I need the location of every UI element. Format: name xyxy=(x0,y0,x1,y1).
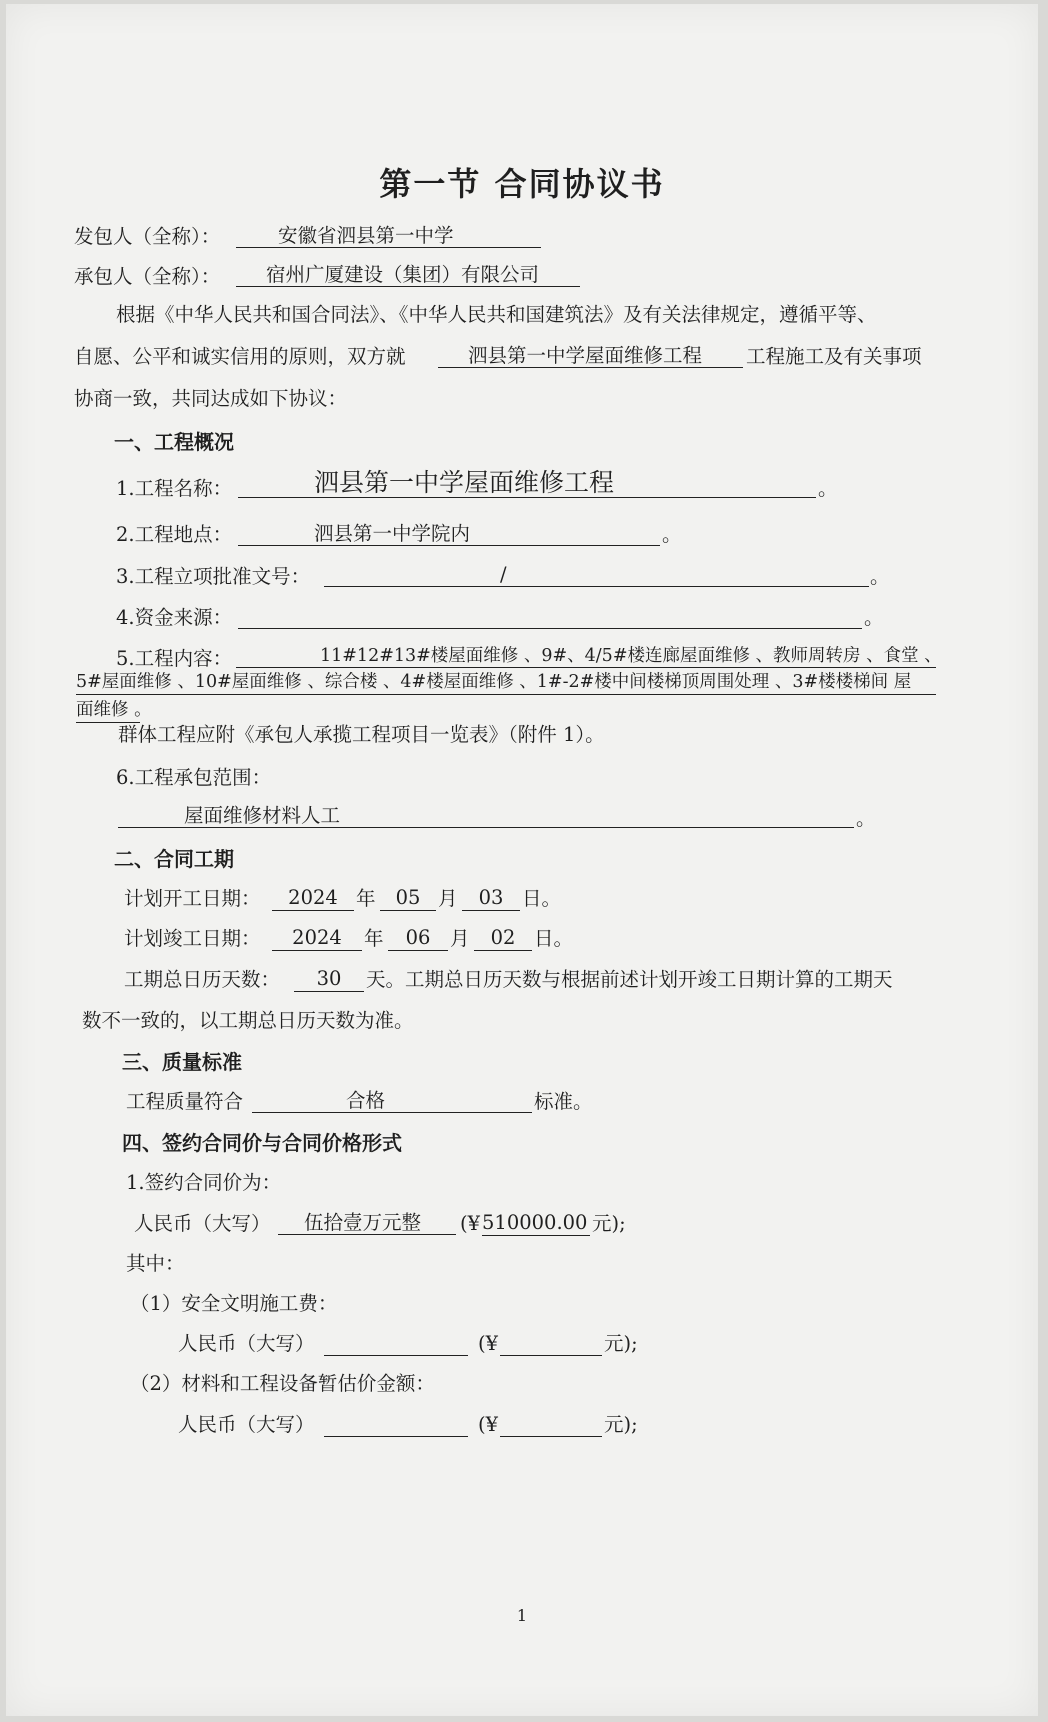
rmb-open: (¥ xyxy=(460,1212,481,1235)
project-location-value: 泗县第一中学院内 xyxy=(238,522,660,546)
contractor-value: 宿州广厦建设（集团）有限公司 xyxy=(236,263,580,287)
period-mark: 。 xyxy=(864,606,884,629)
day-unit: 日。 xyxy=(534,927,574,950)
intro-line-2-pre: 自愿、公平和诚实信用的原则，双方就 xyxy=(74,345,406,368)
safety-rmb-label: 人民币（大写） xyxy=(178,1332,315,1355)
total-days-label: 工期总日历天数： xyxy=(124,968,281,991)
among-label: 其中： xyxy=(126,1252,185,1275)
start-year: 2024 xyxy=(272,886,354,911)
period-mark: 。 xyxy=(856,807,876,830)
total-days-value: 30 xyxy=(294,967,364,992)
intro-line-1: 根据《中华人民共和国合同法》、《中华人民共和国建筑法》及有关法律规定，遵循平等、 xyxy=(116,303,877,326)
scope-value: 屋面维修材料人工 xyxy=(118,804,854,828)
safety-close: 元); xyxy=(604,1332,638,1355)
project-name-label: 1.工程名称： xyxy=(116,477,233,500)
rmb-label: 人民币（大写） xyxy=(134,1212,271,1235)
group-note: 群体工程应附《承包人承揽工程项目一览表》（附件 1）。 xyxy=(118,723,605,746)
contractor-label: 承包人（全称）： xyxy=(74,265,221,288)
employer-value: 安徽省泗县第一中学 xyxy=(236,224,541,248)
safety-open: (¥ xyxy=(478,1332,499,1355)
safety-amount xyxy=(500,1331,602,1356)
page-title: 第一节 合同协议书 xyxy=(379,165,665,203)
total-days-text-2: 数不一致的，以工期总日历天数为准。 xyxy=(82,1009,414,1032)
period-mark: 。 xyxy=(662,523,682,546)
period-mark: 。 xyxy=(870,565,890,588)
month-unit: 月 xyxy=(450,927,470,950)
month-unit: 月 xyxy=(438,887,458,910)
funding-value xyxy=(238,604,862,629)
content-label: 5.工程内容： xyxy=(116,647,233,670)
start-month: 05 xyxy=(380,886,436,911)
quality-value: 合格 xyxy=(252,1089,532,1113)
section-2-heading: 二、合同工期 xyxy=(114,847,234,871)
material-label: （2）材料和工程设备暂估价金额： xyxy=(130,1372,435,1395)
end-year: 2024 xyxy=(272,926,362,951)
scope-label: 6.工程承包范围： xyxy=(116,766,272,789)
intro-project-fill: 泗县第一中学屋面维修工程 xyxy=(438,344,743,368)
quality-post: 标准。 xyxy=(534,1090,593,1113)
material-close: 元); xyxy=(604,1413,638,1436)
material-rmb-label: 人民币（大写） xyxy=(178,1413,315,1436)
contract-price-label: 1.签约合同价为： xyxy=(126,1171,282,1194)
period-mark: 。 xyxy=(818,477,838,500)
material-open: (¥ xyxy=(478,1413,499,1436)
content-line-2: 5#屋面维修 、10#屋面维修 、综合楼 、4#楼屋面维修 、1#-2#楼中间楼梯顶周围处理 、3#楼楼梯间 屋 xyxy=(76,670,936,695)
end-date-label: 计划竣工日期： xyxy=(124,927,261,950)
section-3-heading: 三、质量标准 xyxy=(122,1050,242,1074)
rmb-words: 伍拾壹万元整 xyxy=(278,1211,456,1235)
end-day: 02 xyxy=(474,926,532,951)
project-name-value: 泗县第一中学屋面维修工程 xyxy=(238,468,816,498)
safety-fee-label: （1）安全文明施工费： xyxy=(130,1292,338,1315)
approval-value: / xyxy=(324,563,869,587)
day-unit: 日。 xyxy=(522,887,562,910)
year-unit: 年 xyxy=(364,927,384,950)
employer-label: 发包人（全称）： xyxy=(74,225,221,248)
section-4-heading: 四、签约合同价与合同价格形式 xyxy=(122,1131,402,1155)
material-rmb-words xyxy=(324,1412,468,1437)
page-number: 1 xyxy=(516,1606,528,1625)
year-unit: 年 xyxy=(356,887,376,910)
material-amount xyxy=(500,1412,602,1437)
start-date-label: 计划开工日期： xyxy=(124,887,261,910)
section-1-heading: 一、工程概况 xyxy=(114,430,234,454)
content-line-1: 11#12#13#楼屋面维修 、9#、4/5#楼连廊屋面维修 、教师周转房 、食堂 、 xyxy=(236,644,936,668)
content-line-3: 面维修 。 xyxy=(76,698,140,723)
total-days-text: 天。工期总日历天数与根据前述计划开竣工日期计算的工期天 xyxy=(366,968,893,991)
end-month: 06 xyxy=(388,926,448,951)
quality-pre: 工程质量符合 xyxy=(126,1090,244,1113)
safety-rmb-words xyxy=(324,1331,468,1356)
intro-line-3: 协商一致，共同达成如下协议： xyxy=(74,387,348,410)
intro-line-2-post: 工程施工及有关事项 xyxy=(746,345,922,368)
approval-label: 3.工程立项批准文号： xyxy=(116,565,311,588)
rmb-amount: 510000.00 xyxy=(482,1211,590,1236)
project-location-label: 2.工程地点： xyxy=(116,523,233,546)
rmb-close: 元); xyxy=(592,1212,626,1235)
funding-label: 4.资金来源： xyxy=(116,606,233,629)
start-day: 03 xyxy=(462,886,520,911)
document-page xyxy=(6,4,1038,1716)
